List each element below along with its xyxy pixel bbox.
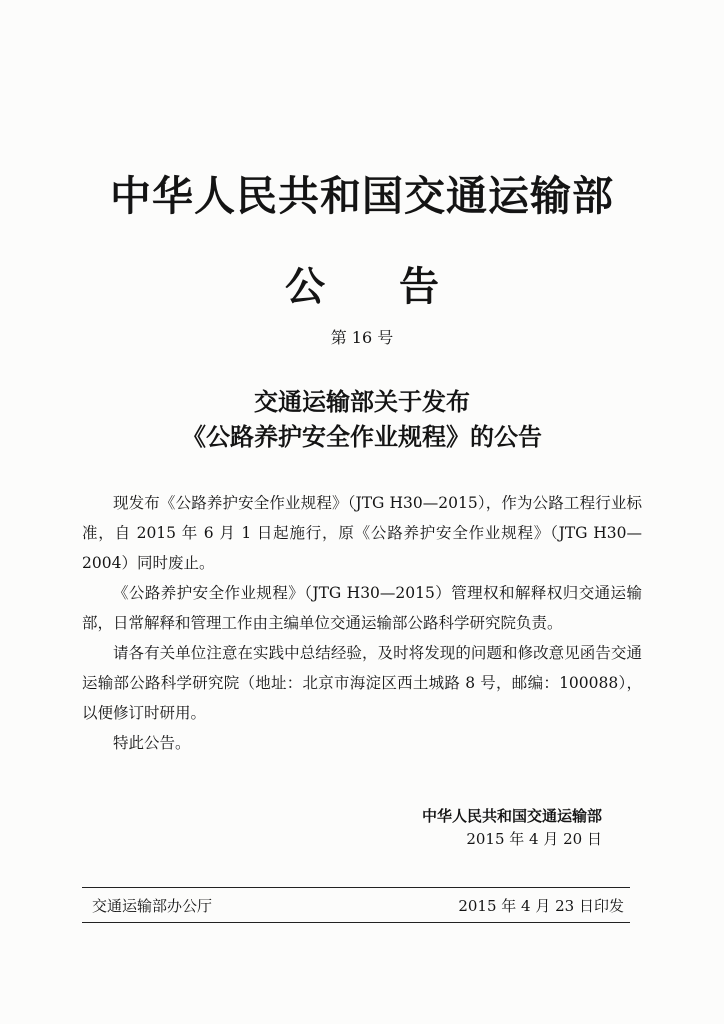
ministry-heading: 中华人民共和国交通运输部 <box>110 172 614 220</box>
print-date: 2015 年 4 月 23 日印发 <box>458 897 624 915</box>
notice-number: 第 16 号 <box>330 328 394 347</box>
body-paragraph: 《公路养护安全作业规程》（JTG H30—2015）管理权和解释权归交通运输部，日常解释和管理工作由主编单位交通运输部公路科学研究院负责。 <box>82 584 642 632</box>
body-paragraph: 特此公告。 <box>113 734 191 752</box>
notice-title <box>0 260 724 314</box>
headline-line-2: 《公路养护安全作业规程》的公告 <box>182 422 542 451</box>
body-paragraph: 请各有关单位注意在实践中总结经验，及时将发现的问题和修改意见函告交通运输部公路科学研究院（地址：北京市海淀区西土城路 8 号，邮编：100088），以便修订时研用。 <box>82 644 642 722</box>
notice-title-char-2: 告 <box>399 263 439 310</box>
footer-rule-bottom <box>82 922 630 923</box>
headline-line-1: 交通运输部关于发布 <box>254 387 470 416</box>
announcement-headline <box>0 384 724 454</box>
issuer-signature: 中华人民共和国交通运输部 <box>421 807 602 825</box>
announcement-body <box>82 488 642 758</box>
signature-date: 2015 年 4 月 20 日 <box>466 830 602 848</box>
notice-title-char-1: 公 <box>285 263 325 310</box>
issuing-office: 交通运输部办公厅 <box>92 897 213 915</box>
body-paragraph: 现发布《公路养护安全作业规程》（JTG H30—2015），作为公路工程行业标准，自 2015 年 6 月 1 日起施行，原《公路养护安全作业规程》（JTG H30—2004）同时废止。 <box>82 494 642 572</box>
footer-rule-top <box>82 887 630 888</box>
